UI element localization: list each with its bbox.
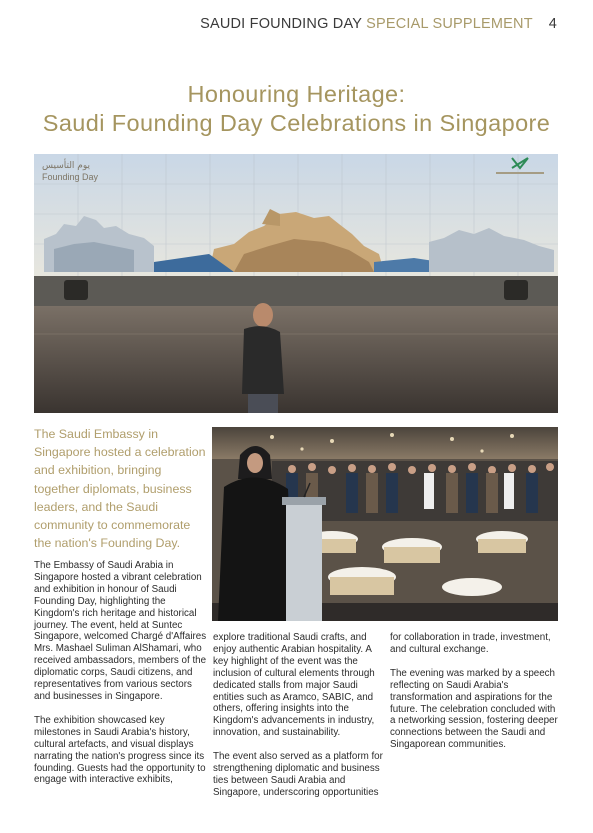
header-brand: SAUDI FOUNDING DAY	[200, 16, 362, 32]
running-header	[200, 16, 557, 32]
podium	[282, 483, 326, 621]
screen-logo-arabic: يوم التأسيس	[42, 161, 91, 171]
title-line-2: Saudi Founding Day Celebrations in Singapore	[42, 110, 551, 136]
body-paragraph: The event also served as a platform for strengthening diplomatic and business ties between Saudi Arabia and Singapore, underscoring opportunities	[213, 751, 383, 798]
body-paragraph: The Embassy of Saudi Arabia in Singapore hosted a vibrant celebration and exhibition in honour of Saudi Founding Day, highlighting the Kingdom's rich heritage and historical journey. The event, held at Suntec Singapore, welcomed Chargé d'Affaires Mrs. Mashael Suliman AlShamari, who received ambassadors, members of the diplomatic corps, Saudi citizens, and representatives from various sectors and businesses in Singapore.	[34, 560, 207, 702]
body-paragraph: The exhibition showcased key milestones in Saudi Arabia's history, cultural artefacts, and visual displays narrating the nation's progress since its founding. Guests had the opportunity to engage with interactive exhibits,	[34, 714, 206, 786]
title-line-1: Honouring Heritage:	[187, 81, 406, 107]
hall-photo-illustration	[34, 154, 558, 413]
article-title	[0, 80, 593, 138]
reception-photo-illustration	[212, 427, 558, 621]
body-column-3	[390, 632, 560, 763]
header-section: SPECIAL SUPPLEMENT	[366, 16, 533, 32]
body-paragraph: for collaboration in trade, investment, and cultural exchange.	[390, 632, 551, 655]
page-number: 4	[548, 16, 557, 32]
reception-photo	[212, 427, 558, 621]
body-column-2	[213, 632, 383, 811]
body-column-1	[34, 560, 209, 798]
screen-logo-english: Founding Day	[42, 172, 99, 182]
lead-paragraph: The Saudi Embassy in Singapore hosted a celebration and exhibition, bringing together diplomats, business leaders, and the Saudi community to commemorate the nation's Founding Day.	[34, 427, 206, 551]
body-paragraph: The evening was marked by a speech reflecting on Saudi Arabia's transformation and aspirations for the future. The celebration concluded with a networking session, fostering deeper connections between the Saudi and Singaporean communities.	[390, 667, 558, 751]
hall-photo	[34, 154, 558, 413]
body-paragraph: explore traditional Saudi crafts, and enjoy authentic Arabian hospitality. A key highlight of the event was the inclusion of cultural elements through dedicated stalls from major Saudi entities such as Aramco, SABIC, and others, offering insights into the Kingdom's advancements in industry, innovation, and sustainability.	[213, 632, 375, 739]
